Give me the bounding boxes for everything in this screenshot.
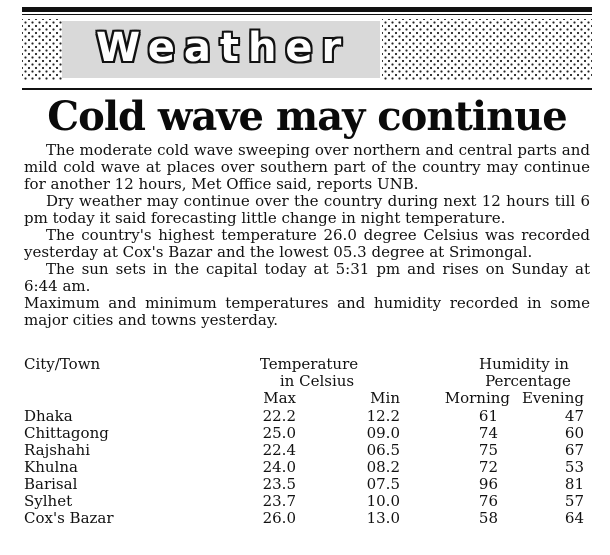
paragraph: Maximum and minimum temperatures and humidity recorded in some major cities and towns yesterday. [24, 294, 590, 329]
max-temp: 23.7 [262, 492, 296, 510]
banner-title-box [62, 21, 380, 78]
max-temp: 23.5 [262, 475, 296, 493]
humidity-evening: 81 [564, 475, 584, 493]
table-row [24, 492, 590, 509]
header-max: Max [263, 389, 296, 407]
banner-dot-pattern-right [382, 19, 592, 80]
banner-bottom-rule [22, 88, 592, 90]
banner-dot-pattern-left [22, 19, 62, 80]
paragraph: Dry weather may continue over the country during next 12 hours till 6 pm today it said forecasting little change in night temperature. [24, 192, 590, 227]
humidity-morning: 75 [478, 441, 498, 459]
min-temp: 12.2 [366, 407, 400, 425]
humidity-evening: 47 [564, 407, 584, 425]
paragraph: The moderate cold wave sweeping over northern and central parts and mild cold wave at places over southern part of the country may continue for another 12 hours, Met Office said, reports UNB. [24, 141, 590, 193]
max-temp: 26.0 [262, 509, 296, 527]
header-min: Min [370, 389, 400, 407]
humidity-morning: 72 [478, 458, 498, 476]
humidity-evening: 53 [564, 458, 584, 476]
top-rule-thick [22, 7, 592, 12]
max-temp: 22.4 [262, 441, 296, 459]
city-name: Sylhet [24, 492, 73, 510]
header-humidity-unit: Percentage [485, 372, 571, 390]
max-temp: 24.0 [262, 458, 296, 476]
city-name: Khulna [24, 458, 78, 476]
paragraph: The sun sets in the capital today at 5:31 pm and rises on Sunday at 6:44 am. [24, 260, 590, 295]
humidity-morning: 61 [478, 407, 498, 425]
city-name: Barisal [24, 475, 78, 493]
section-banner [22, 19, 592, 80]
table-row [24, 509, 590, 526]
headline: Cold wave may continue [47, 93, 567, 140]
header-temperature: Temperature [259, 355, 359, 373]
humidity-evening: 57 [564, 492, 584, 510]
city-name: Chittagong [24, 424, 109, 442]
table-row [24, 441, 590, 458]
min-temp: 13.0 [366, 509, 400, 527]
header-city: City/Town [24, 355, 101, 373]
max-temp: 25.0 [262, 424, 296, 442]
humidity-evening: 60 [564, 424, 584, 442]
table-row [24, 475, 590, 492]
city-name: Dhaka [24, 407, 73, 425]
article-body [24, 142, 590, 329]
table-row [24, 407, 590, 424]
min-temp: 08.2 [366, 458, 400, 476]
min-temp: 07.5 [366, 475, 400, 493]
header-temperature-unit: in Celsius [279, 372, 355, 390]
table-row [24, 458, 590, 475]
humidity-morning: 74 [478, 424, 498, 442]
min-temp: 09.0 [366, 424, 400, 442]
humidity-morning: 96 [478, 475, 498, 493]
min-temp: 10.0 [366, 492, 400, 510]
paragraph: The country's highest temperature 26.0 degree Celsius was recorded yesterday at Cox's Bazar and the lowest 05.3 degree at Srimongal. [24, 226, 590, 261]
section-title: Weather [96, 25, 351, 71]
table-row [24, 424, 590, 441]
humidity-morning: 76 [478, 492, 498, 510]
header-humidity: Humidity in [479, 355, 569, 373]
header-evening: Evening [521, 389, 584, 407]
city-name: Cox's Bazar [24, 509, 114, 527]
city-name: Rajshahi [24, 441, 90, 459]
min-temp: 06.5 [366, 441, 400, 459]
header-morning: Morning [444, 389, 510, 407]
humidity-evening: 64 [564, 509, 584, 527]
humidity-morning: 58 [478, 509, 498, 527]
humidity-evening: 67 [564, 441, 584, 459]
max-temp: 22.2 [262, 407, 296, 425]
top-rule-thin [22, 14, 592, 15]
